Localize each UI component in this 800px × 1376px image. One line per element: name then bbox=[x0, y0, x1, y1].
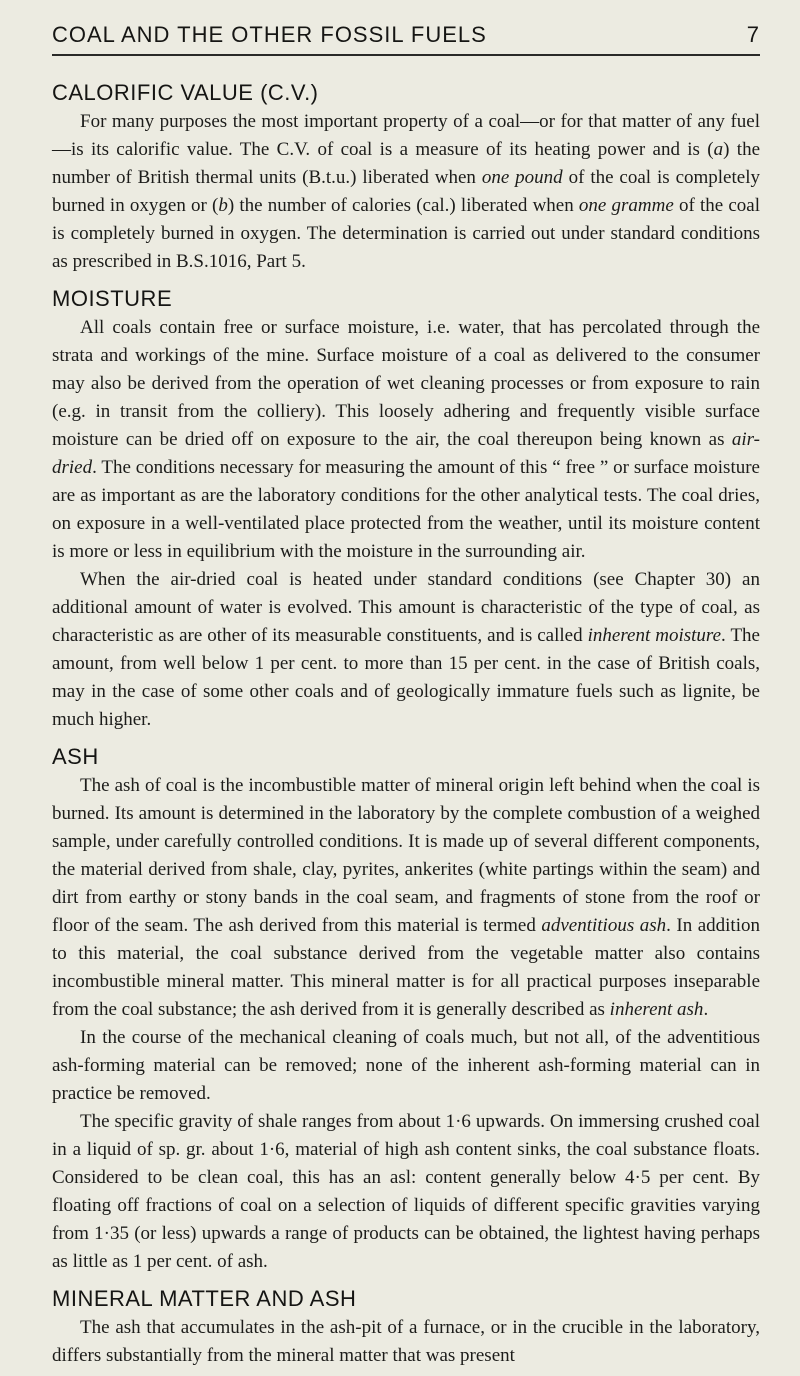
text-run: When the air-dried coal is heated under standard conditions (see Chapter 30) an additional amount of water is evolved. This amount is characteristic of the type of coal, as characteristic as are other of its measurable constituents, and is called bbox=[52, 569, 760, 646]
section bbox=[52, 1286, 760, 1370]
body-paragraph bbox=[52, 108, 760, 276]
italic-term: inherent moisture bbox=[587, 625, 722, 646]
section-heading: CALORIFIC VALUE (C.V.) bbox=[52, 80, 319, 105]
section bbox=[52, 744, 760, 1276]
running-title: COAL AND THE OTHER FOSSIL FUELS bbox=[52, 22, 487, 47]
text-run: ) the number of British thermal units (B.t.u.) liberated when bbox=[52, 139, 760, 188]
text-run: The specific gravity of shale ranges from about 1·6 upwards. On immersing crushed coal in a liquid of sp. gr. about 1·6, material of high ash content sinks, the coal substance floats. Considered to be clean coal, this has an asl: content generally below 4·5 per cent. By floating off fractions of coal on a selection of liquids of different specific gravities varying from 1·35 (or less) upwards a range of products can be obtained, the lightest having perhaps as little as 1 per cent. of ash. bbox=[52, 1111, 760, 1272]
text-run: of the coal is completely burned in oxygen or ( bbox=[52, 167, 760, 216]
header-rule bbox=[52, 54, 760, 56]
italic-term: one gramme bbox=[578, 195, 674, 216]
text-run: The ash of coal is the incombustible matter of mineral origin left behind when the coal is burned. Its amount is determined in the laboratory by the complete combustion of a weighed sample, under carefully controlled conditions. It is made up of several different components, the material derived from shale, clay, pyrites, ankerites (white partings within the seam) and dirt from earthy or stony bands in the coal seam, and fragments of stone from the roof or floor of the seam. The ash derived from this material is termed bbox=[52, 775, 760, 936]
page-number: 7 bbox=[746, 22, 760, 47]
body-paragraph bbox=[52, 566, 760, 734]
text-run: For many purposes the most important property of a coal—or for that matter of any fuel—is its calorific value. The C.V. of coal is a measure of its heating power and is ( bbox=[52, 111, 760, 160]
text-run: The ash that accumulates in the ash-pit of a furnace, or in the crucible in the laboratory, differs substantially from the mineral matter that was present bbox=[52, 1317, 760, 1366]
section-heading: MOISTURE bbox=[52, 286, 173, 311]
section bbox=[52, 286, 760, 734]
body-paragraph bbox=[52, 314, 760, 566]
text-run: . The conditions necessary for measuring the amount of this “ free ” or surface moisture are as important as are the laboratory conditions for the other analytical tests. The coal dries, on exposure in a well-ventilated place protected from the weather, until its moisture content is more or less in equilibrium with the moisture in the surrounding air. bbox=[52, 457, 760, 562]
italic-term: b bbox=[218, 195, 228, 216]
section bbox=[52, 80, 760, 276]
text-run: . In addition to this material, the coal substance derived from the vegetable matter also contains incombustible mineral matter. This mineral matter is for all practical purposes inseparable from the coal substance; the ash derived from it is generally described as bbox=[52, 915, 760, 1020]
text-run: . The amount, from well below 1 per cent. to more than 15 per cent. in the case of British coals, may in the case of some other coals and of geologically immature fuels such as lignite, be much higher. bbox=[52, 625, 760, 730]
text-run: ) the number of calories (cal.) liberated when bbox=[227, 195, 579, 216]
italic-term: a bbox=[713, 139, 724, 160]
section-heading: MINERAL MATTER AND ASH bbox=[52, 1286, 357, 1311]
italic-term: air-dried bbox=[52, 429, 760, 478]
italic-term: inherent ash bbox=[609, 999, 704, 1020]
body-paragraph bbox=[52, 1108, 760, 1276]
section-heading: ASH bbox=[52, 744, 99, 769]
body-paragraph bbox=[52, 772, 760, 1024]
page-body bbox=[52, 80, 760, 1370]
body-paragraph bbox=[52, 1314, 760, 1370]
body-paragraph bbox=[52, 1024, 760, 1108]
italic-term: adventitious ash bbox=[541, 915, 667, 936]
text-run: All coals contain free or surface moisture, i.e. water, that has percolated through the strata and workings of the mine. Surface moisture of a coal as delivered to the consumer may also be derived from the operation of wet cleaning processes or from exposure to rain (e.g. in transit from the colliery). This loosely adhering and frequently visible surface moisture can be dried off on exposure to the air, the coal thereupon being known as bbox=[52, 317, 760, 450]
italic-term: one pound bbox=[481, 167, 563, 188]
text-run: of the coal is completely burned in oxygen. The determination is carried out under standard conditions as prescribed in B.S.1016, Part 5. bbox=[52, 195, 761, 272]
text-run: . bbox=[703, 999, 709, 1020]
running-header bbox=[52, 0, 760, 48]
text-run: In the course of the mechanical cleaning of coals much, but not all, of the adventitious ash-forming material can be removed; none of the inherent ash-forming material can in practice be removed. bbox=[52, 1027, 760, 1104]
